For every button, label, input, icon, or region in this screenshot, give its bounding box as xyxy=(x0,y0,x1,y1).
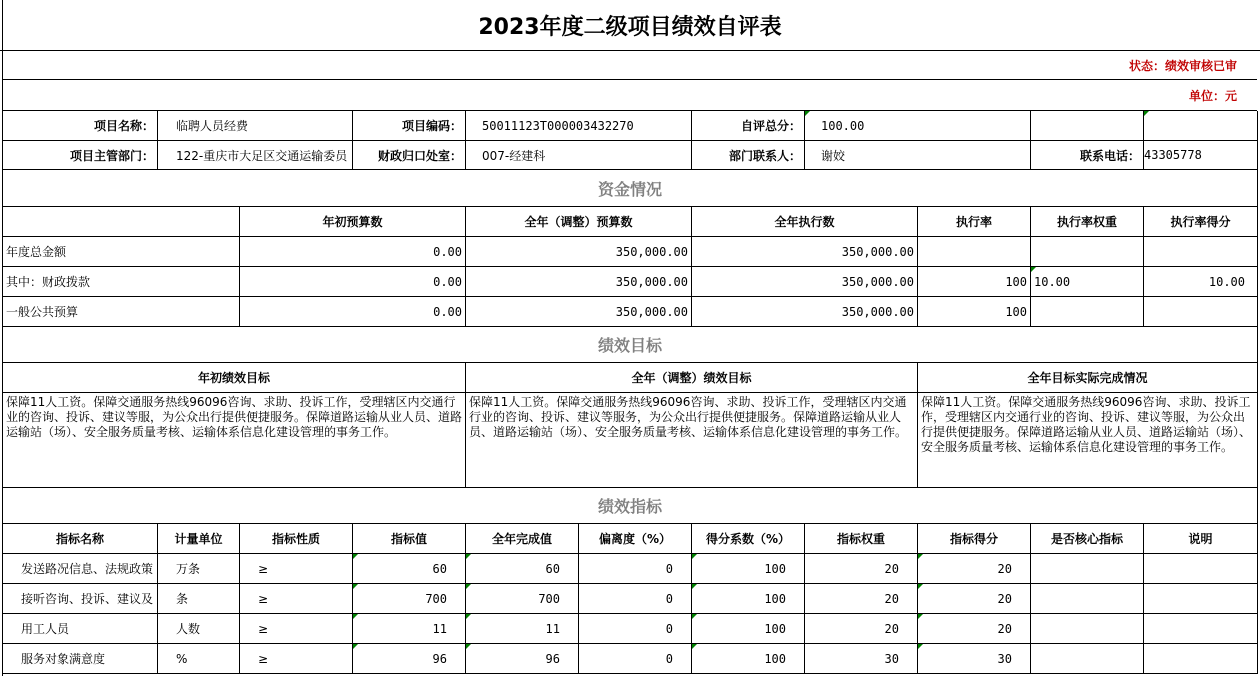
ind-header-score: 指标得分 xyxy=(918,524,1031,554)
ind-row-score[interactable]: 30 xyxy=(918,644,1031,674)
empty-cell xyxy=(1144,111,1258,141)
ind-header-weight: 指标权重 xyxy=(805,524,918,554)
ind-row-nature[interactable]: ≥ xyxy=(240,584,353,614)
funds-row-weight[interactable] xyxy=(1031,297,1144,327)
ind-header-value: 指标值 xyxy=(353,524,466,554)
funds-header-executed: 全年执行数 xyxy=(692,207,918,237)
project-name-value[interactable]: 临聘人员经费 xyxy=(158,111,353,141)
ind-row-score[interactable]: 20 xyxy=(918,554,1031,584)
ind-row-core[interactable] xyxy=(1031,644,1144,674)
ind-row-coef[interactable]: 100 xyxy=(692,614,805,644)
funds-row-adjusted[interactable]: 350,000.00 xyxy=(466,267,692,297)
funds-header-weight: 执行率权重 xyxy=(1031,207,1144,237)
ind-header-coef: 得分系数（%） xyxy=(692,524,805,554)
ind-header-nature: 指标性质 xyxy=(240,524,353,554)
ind-row-value[interactable]: 96 xyxy=(353,644,466,674)
ind-header-unit: 计量单位 xyxy=(158,524,240,554)
ind-row-note[interactable] xyxy=(1144,584,1258,614)
ind-row-name: 服务对象满意度 xyxy=(3,644,158,674)
goals-header-initial: 年初绩效目标 xyxy=(3,363,466,393)
goals-header-adjusted: 全年（调整）绩效目标 xyxy=(466,363,918,393)
ind-row-actual[interactable]: 60 xyxy=(466,554,579,584)
project-code-label: 项目编码： xyxy=(353,111,466,141)
phone-value[interactable]: 43305778 xyxy=(1144,141,1258,170)
ind-row-coef[interactable]: 100 xyxy=(692,584,805,614)
goal-actual-text[interactable]: 保障11人工资。保障交通服务热线96096咨询、求助、投诉工作，受理辖区内交通行业的咨询、投诉、建议等服，为公众出行提供便捷服务。保障道路运输从业人员、道路运输站（场）、安全服务质量考核、运输体系信息化建设管理的事务工作。 xyxy=(918,393,1258,488)
phone-label: 联系电话： xyxy=(1031,141,1144,170)
funds-row-rate[interactable]: 100 xyxy=(918,267,1031,297)
funds-section-title: 资金情况 xyxy=(3,170,1258,207)
ind-row-value[interactable]: 11 xyxy=(353,614,466,644)
contact-value[interactable]: 谢姣 xyxy=(805,141,1031,170)
ind-row-name: 发送路况信息、法规政策 xyxy=(3,554,158,584)
funds-row-adjusted[interactable]: 350,000.00 xyxy=(466,297,692,327)
funds-row-initial[interactable]: 0.00 xyxy=(240,237,466,267)
goals-header-actual: 全年目标实际完成情况 xyxy=(918,363,1258,393)
ind-row-actual[interactable]: 11 xyxy=(466,614,579,644)
empty-cell xyxy=(1031,111,1144,141)
funds-header-score: 执行率得分 xyxy=(1144,207,1258,237)
funds-row-rate[interactable]: 100 xyxy=(918,297,1031,327)
funds-row-initial[interactable]: 0.00 xyxy=(240,297,466,327)
total-score-label: 自评总分： xyxy=(692,111,805,141)
goal-adjusted-text[interactable]: 保障11人工资。保障交通服务热线96096咨询、求助、投诉工作，受理辖区内交通行业的咨询、投诉、建议等服务，为公众出行提供便捷服务。保障道路运输从业人员、道路运输站（场）、安全服务质量考核、运输体系信息化建设管理的事务工作。 xyxy=(466,393,918,488)
dept-value[interactable]: 122-重庆市大足区交通运输委员 xyxy=(158,141,353,170)
ind-row-actual[interactable]: 96 xyxy=(466,644,579,674)
ind-row-note[interactable] xyxy=(1144,614,1258,644)
ind-row-unit[interactable]: % xyxy=(158,644,240,674)
ind-row-core[interactable] xyxy=(1031,584,1144,614)
funds-row-adjusted[interactable]: 350,000.00 xyxy=(466,237,692,267)
page-title: 2023年度二级项目绩效自评表 xyxy=(478,14,782,40)
ind-row-nature[interactable]: ≥ xyxy=(240,644,353,674)
funds-row-weight[interactable]: 10.00 xyxy=(1031,267,1144,297)
goals-section-title: 绩效目标 xyxy=(3,327,1258,363)
funds-row-score[interactable]: 10.00 xyxy=(1144,267,1258,297)
funds-header-initial: 年初预算数 xyxy=(240,207,466,237)
funds-row-name: 一般公共预算 xyxy=(3,297,240,327)
ind-row-weight[interactable]: 20 xyxy=(805,584,918,614)
funds-row-score[interactable] xyxy=(1144,297,1258,327)
funds-header-adjusted: 全年（调整）预算数 xyxy=(466,207,692,237)
ind-row-coef[interactable]: 100 xyxy=(692,644,805,674)
funds-row-weight[interactable] xyxy=(1031,237,1144,267)
funds-row-name: 其中：财政拨款 xyxy=(3,267,240,297)
ind-row-actual[interactable]: 700 xyxy=(466,584,579,614)
ind-row-score[interactable]: 20 xyxy=(918,584,1031,614)
ind-row-nature[interactable]: ≥ xyxy=(240,614,353,644)
ind-row-weight[interactable]: 20 xyxy=(805,554,918,584)
project-code-value[interactable]: 50011123T000003432270 xyxy=(466,111,692,141)
indicators-section-title: 绩效指标 xyxy=(3,488,1258,524)
ind-header-name: 指标名称 xyxy=(3,524,158,554)
ind-row-name: 接听咨询、投诉、建议及 xyxy=(3,584,158,614)
ind-row-unit[interactable]: 万条 xyxy=(158,554,240,584)
ind-header-core: 是否核心指标 xyxy=(1031,524,1144,554)
ind-header-note: 说明 xyxy=(1144,524,1258,554)
ind-row-weight[interactable]: 20 xyxy=(805,614,918,644)
ind-row-nature[interactable]: ≥ xyxy=(240,554,353,584)
funds-row-executed[interactable]: 350,000.00 xyxy=(692,237,918,267)
goal-initial-text[interactable]: 保障11人工资。保障交通服务热线96096咨询、求助、投诉工作，受理辖区内交通行业的咨询、投诉、建议等服，为公众出行提供便捷服务。保障道路运输从业人员、道路运输站（场）、安全服务质量考核、运输体系信息化建设管理的事务工作。 xyxy=(3,393,466,488)
ind-row-deviation[interactable]: 0 xyxy=(579,644,692,674)
project-name-label: 项目名称： xyxy=(3,111,158,141)
funds-row-name: 年度总金额 xyxy=(3,237,240,267)
status-text: 状态：绩效审核已审 xyxy=(3,51,1257,80)
ind-row-weight[interactable]: 30 xyxy=(805,644,918,674)
ind-row-note[interactable] xyxy=(1144,554,1258,584)
funds-row-score[interactable] xyxy=(1144,237,1258,267)
funds-row-executed[interactable]: 350,000.00 xyxy=(692,297,918,327)
total-score-value[interactable]: 100.00 xyxy=(805,111,1031,141)
ind-row-core[interactable] xyxy=(1031,614,1144,644)
ind-row-note[interactable] xyxy=(1144,644,1258,674)
funds-row-initial[interactable]: 0.00 xyxy=(240,267,466,297)
funds-row-executed[interactable]: 350,000.00 xyxy=(692,267,918,297)
ind-row-unit[interactable]: 条 xyxy=(158,584,240,614)
ind-row-core[interactable] xyxy=(1031,554,1144,584)
ind-row-deviation[interactable]: 0 xyxy=(579,614,692,644)
finance-value[interactable]: 007-经建科 xyxy=(466,141,692,170)
finance-label: 财政归口处室： xyxy=(353,141,466,170)
ind-row-name: 用工人员 xyxy=(3,614,158,644)
funds-header-blank xyxy=(3,207,240,237)
ind-row-value[interactable]: 60 xyxy=(353,554,466,584)
ind-row-coef[interactable]: 100 xyxy=(692,554,805,584)
ind-header-deviation: 偏离度（%） xyxy=(579,524,692,554)
ind-row-unit[interactable]: 人数 xyxy=(158,614,240,644)
dept-label: 项目主管部门： xyxy=(3,141,158,170)
ind-row-value[interactable]: 700 xyxy=(353,584,466,614)
ind-header-actual: 全年完成值 xyxy=(466,524,579,554)
ind-row-deviation[interactable]: 0 xyxy=(579,584,692,614)
funds-row-rate[interactable] xyxy=(918,237,1031,267)
contact-label: 部门联系人： xyxy=(692,141,805,170)
ind-row-score[interactable]: 20 xyxy=(918,614,1031,644)
ind-row-deviation[interactable]: 0 xyxy=(579,554,692,584)
funds-header-rate: 执行率 xyxy=(918,207,1031,237)
unit-text: 单位：元 xyxy=(3,80,1257,111)
